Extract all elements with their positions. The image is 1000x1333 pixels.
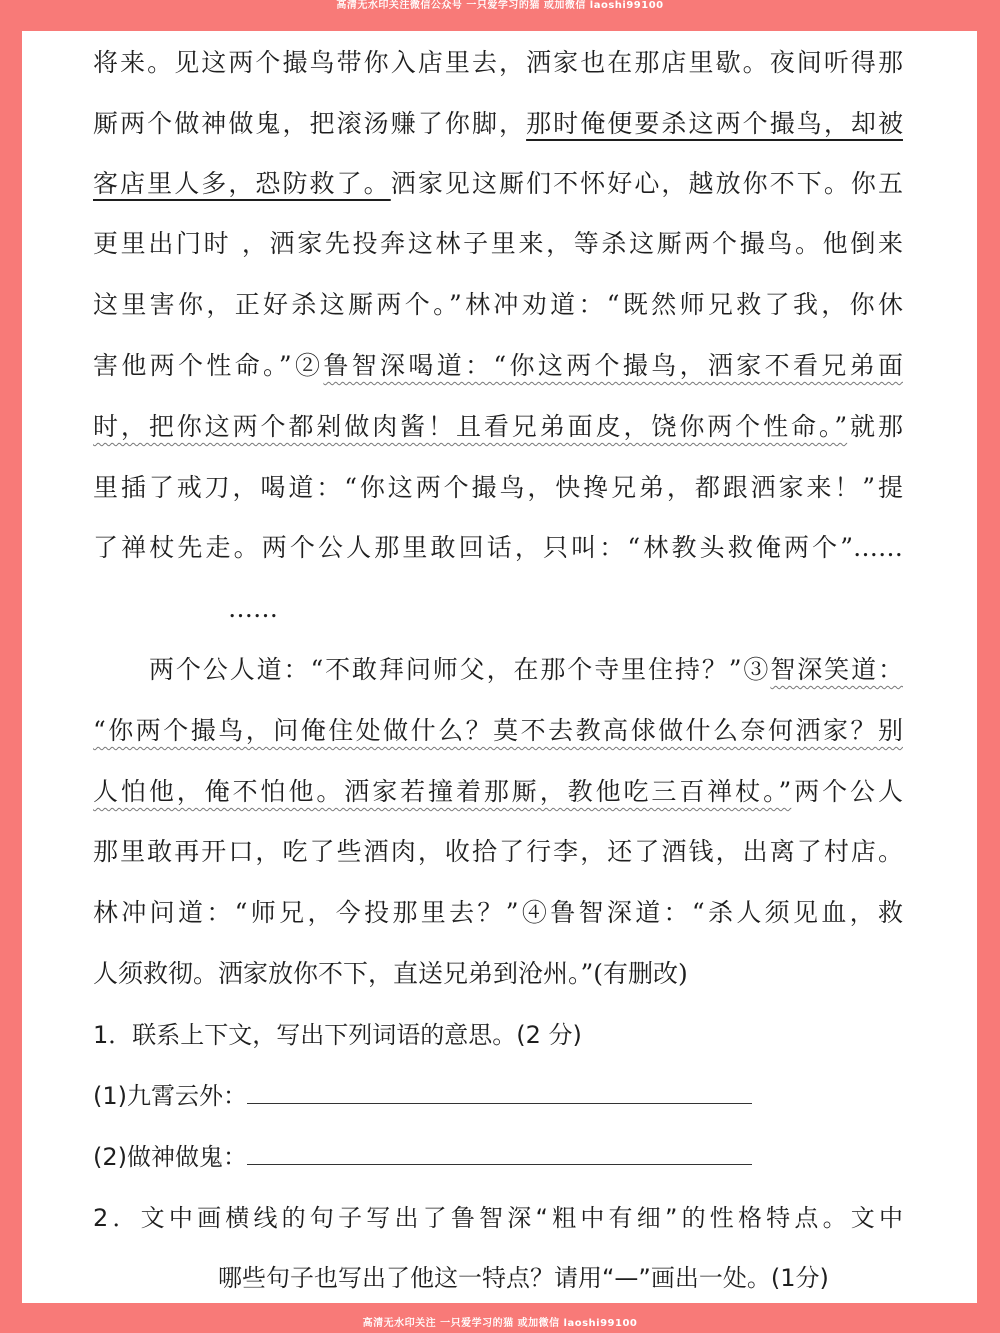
wavy-underlined-sentence: 智深笑道：	[770, 655, 903, 684]
passage-line: 客店里人多，恐防救了。洒家见这厮们不怀好心，越放你不下。你五	[93, 169, 903, 198]
wavy-underlined-sentence: 时，把你这两个都剁做肉酱！且看兄弟面皮，饶你两个性命。”	[93, 412, 848, 441]
answer-blank[interactable]	[247, 1079, 752, 1104]
question-1-1: (1)九霄云外：	[93, 1076, 903, 1116]
passage-line: 害他两个性命。”②鲁智深喝道：“你这两个撮鸟，洒家不看兄弟面	[93, 351, 903, 380]
passage-line: 了禅杖先走。两个公人那里敢回话，只叫：“林教头救俺两个”……	[93, 533, 903, 562]
answer-blank[interactable]	[247, 1140, 752, 1165]
question-2: 2．文中画横线的句子写出了鲁智深“粗中有细”的性格特点。文中	[93, 1204, 903, 1232]
passage-line: 更里出门时 ，洒家先投奔这林子里来，等杀这厮两个撮鸟。他倒来	[93, 229, 903, 258]
passage-line: 厮两个做神做鬼，把滚汤赚了你脚，那时俺便要杀这两个撮鸟，却被	[93, 109, 903, 138]
passage-line: ……	[228, 594, 278, 623]
passage-line: 人须救彻。洒家放你不下，直送兄弟到沧州。”(有删改)	[93, 959, 688, 988]
wavy-underlined-sentence: 鲁智深喝道：“你这两个撮鸟，洒家不看兄弟面	[323, 351, 903, 380]
watermark-bottom: 高清无水印关注 一只爱学习的猫 或加微信 laoshi99100	[362, 1318, 638, 1329]
question-2-continued: 哪些句子也写出了他这一特点？请用“—”画出一处。(1分)	[218, 1264, 829, 1292]
passage-line: 这里害你，正好杀这厮两个。”林冲劝道：“既然师兄救了我，你休	[93, 290, 903, 319]
question-1: 1．联系上下文，写出下列词语的意思。(2 分)	[93, 1021, 582, 1049]
underlined-sentence: 客店里人多，恐防救了。	[93, 169, 391, 198]
passage-line: 林冲问道：“师兄，今投那里去？”④鲁智深道：“杀人须见血，救	[93, 898, 903, 927]
passage-line: 那里敢再开口，吃了些酒肉，收拾了行李，还了酒钱，出离了村店。	[93, 837, 903, 866]
wavy-underlined-sentence: 人怕他，俺不怕他。洒家若撞着那厮，教他吃三百禅杖。”	[93, 777, 792, 806]
passage-line: 时，把你这两个都剁做肉酱！且看兄弟面皮，饶你两个性命。”就那	[93, 412, 903, 441]
watermark-top: 高清无水印关注微信公众号 一只爱学习的猫 或加微信 laoshi99100	[336, 0, 664, 11]
passage-line: 人怕他，俺不怕他。洒家若撞着那厮，教他吃三百禅杖。”两个公人	[93, 777, 903, 806]
passage-line	[93, 711, 903, 751]
question-1-2: (2)做神做鬼：	[93, 1137, 903, 1177]
underlined-sentence: 那时俺便要杀这两个撮鸟，却被	[526, 109, 903, 138]
document-page	[22, 31, 977, 1303]
passage-line: 里插了戒刀，喝道：“你这两个撮鸟，快搀兄弟，都跟洒家来！”提	[93, 473, 903, 502]
passage-line: 将来。见这两个撮鸟带你入店里去，洒家也在那店里歇。夜间听得那	[93, 48, 903, 77]
passage-line: 两个公人道：“不敢拜问师父，在那个寺里住持？”③智深笑道：	[149, 655, 903, 684]
wavy-underlined-sentence: “你两个撮鸟，问俺住处做什么？莫不去教高俅做什么奈何洒家？别	[93, 716, 903, 745]
